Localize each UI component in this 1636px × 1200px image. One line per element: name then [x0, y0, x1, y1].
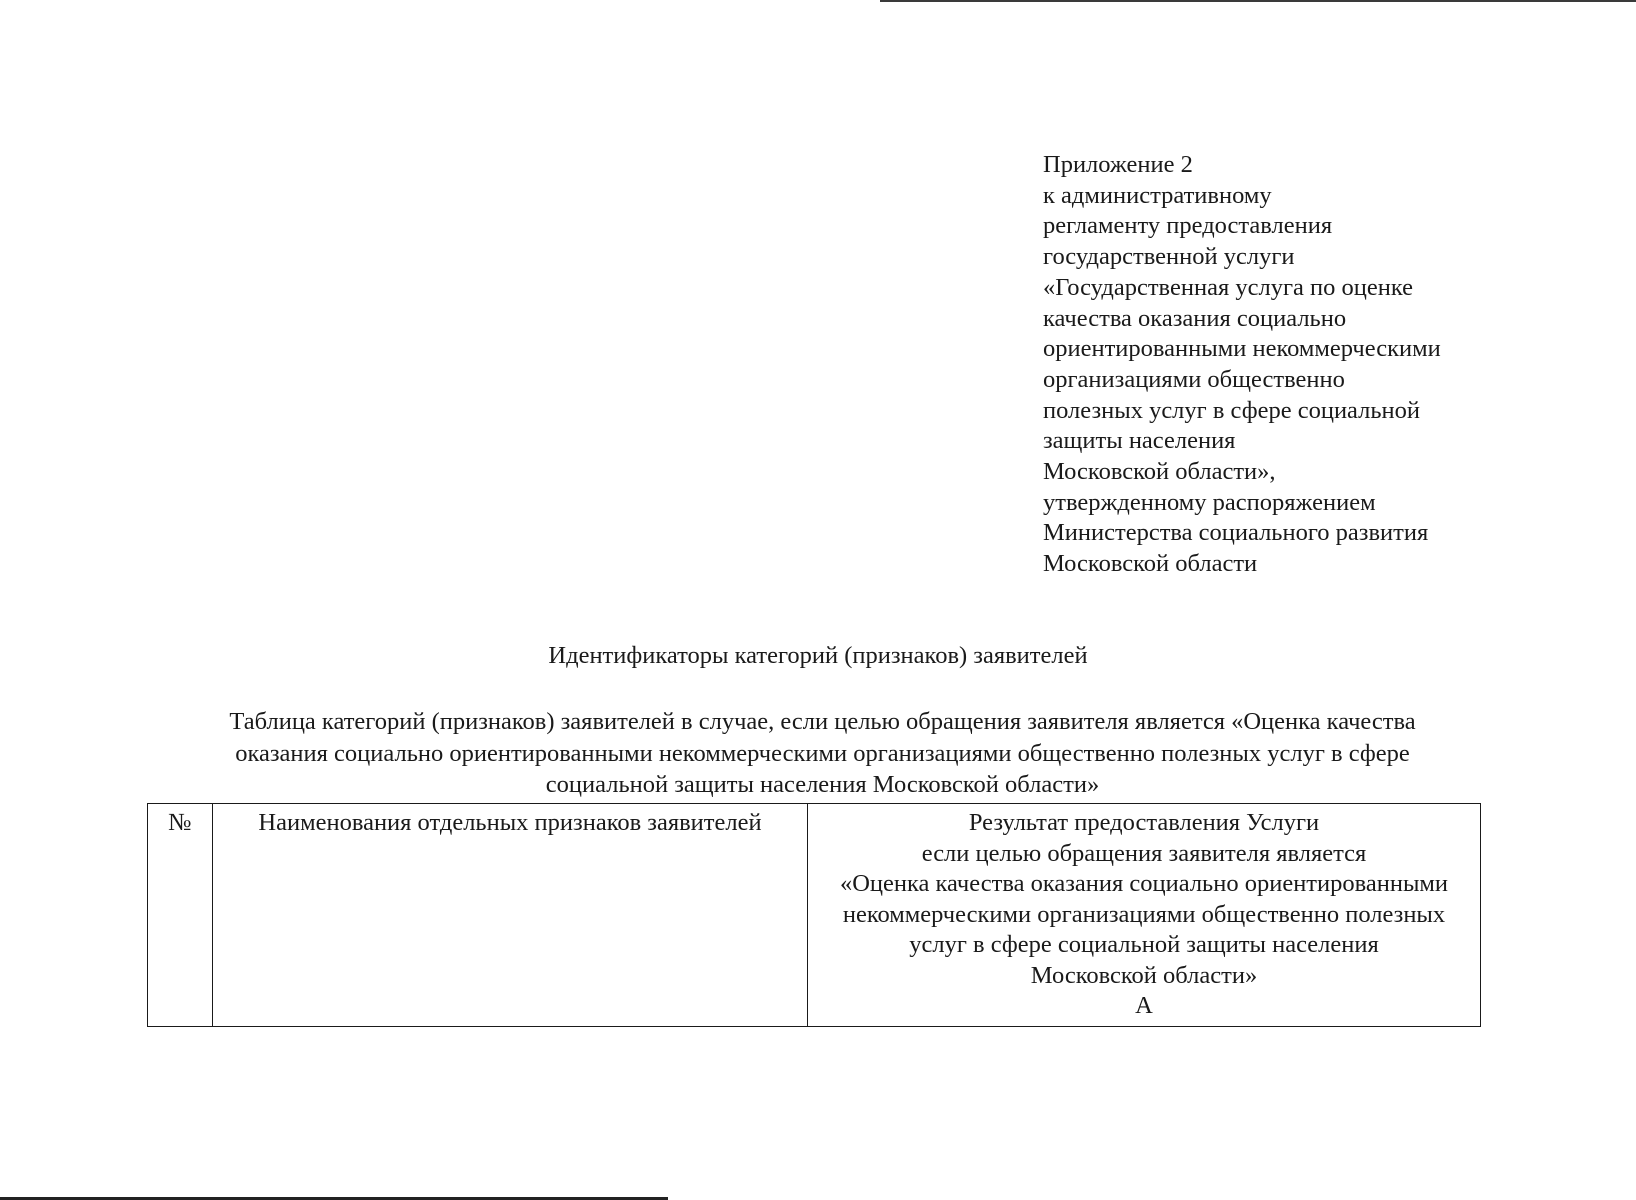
appendix-line: организациями общественно	[1043, 365, 1345, 393]
column-header-names: Наименования отдельных признаков заявителей	[213, 804, 808, 1027]
scan-edge-top	[880, 0, 1636, 2]
appendix-line: к административному	[1043, 181, 1272, 209]
result-header-line: некоммерческими организациями общественно полезных	[842, 900, 1446, 928]
column-header-number: №	[148, 804, 213, 1027]
table-header-row	[148, 804, 1481, 1027]
result-header-line: если целью обращения заявителя является	[921, 839, 1367, 867]
result-header-line: «Оценка качества оказания социально ориентированными	[839, 870, 1449, 897]
table-caption-line: оказания социально ориентированными некоммерческими организациями общественно полезных услуг в сфере	[235, 739, 1410, 767]
appendix-line: защиты населения	[1043, 427, 1236, 455]
appendix-line: качества оказания социально	[1043, 304, 1347, 332]
appendix-line: ориентированными некоммерческими	[1043, 335, 1441, 363]
identifiers-table	[147, 803, 1481, 1027]
appendix-line: утвержденному распоряжением	[1043, 488, 1376, 516]
document-title: Идентификаторы категорий (признаков) заявителей	[548, 642, 1088, 669]
column-header-result	[808, 804, 1481, 1027]
result-header-line: Московской области»	[1030, 961, 1258, 989]
appendix-line: регламенту предоставления	[1043, 212, 1333, 240]
appendix-line: государственной услуги	[1043, 243, 1295, 271]
appendix-line: Министерства социального развития	[1043, 519, 1429, 547]
result-header-line: А	[1135, 992, 1153, 1019]
table-caption-line: Таблица категорий (признаков) заявителей в случае, если целью обращения заявителя является «Оценка качества	[229, 708, 1416, 735]
appendix-line: полезных услуг в сфере социальной	[1043, 396, 1421, 424]
appendix-line: Московской области»,	[1043, 458, 1276, 486]
table-caption	[150, 706, 1495, 801]
table-caption-line: социальной защиты населения Московской области»	[545, 771, 1100, 798]
result-header-line: Результат предоставления Услуги	[968, 809, 1320, 836]
appendix-line: Московской области	[1043, 550, 1258, 578]
appendix-line: «Государственная услуга по оценке	[1043, 273, 1413, 301]
appendix-header	[1043, 150, 1503, 580]
result-header-line: услуг в сфере социальной защиты населения	[909, 931, 1379, 958]
appendix-line: Приложение 2	[1043, 151, 1193, 178]
